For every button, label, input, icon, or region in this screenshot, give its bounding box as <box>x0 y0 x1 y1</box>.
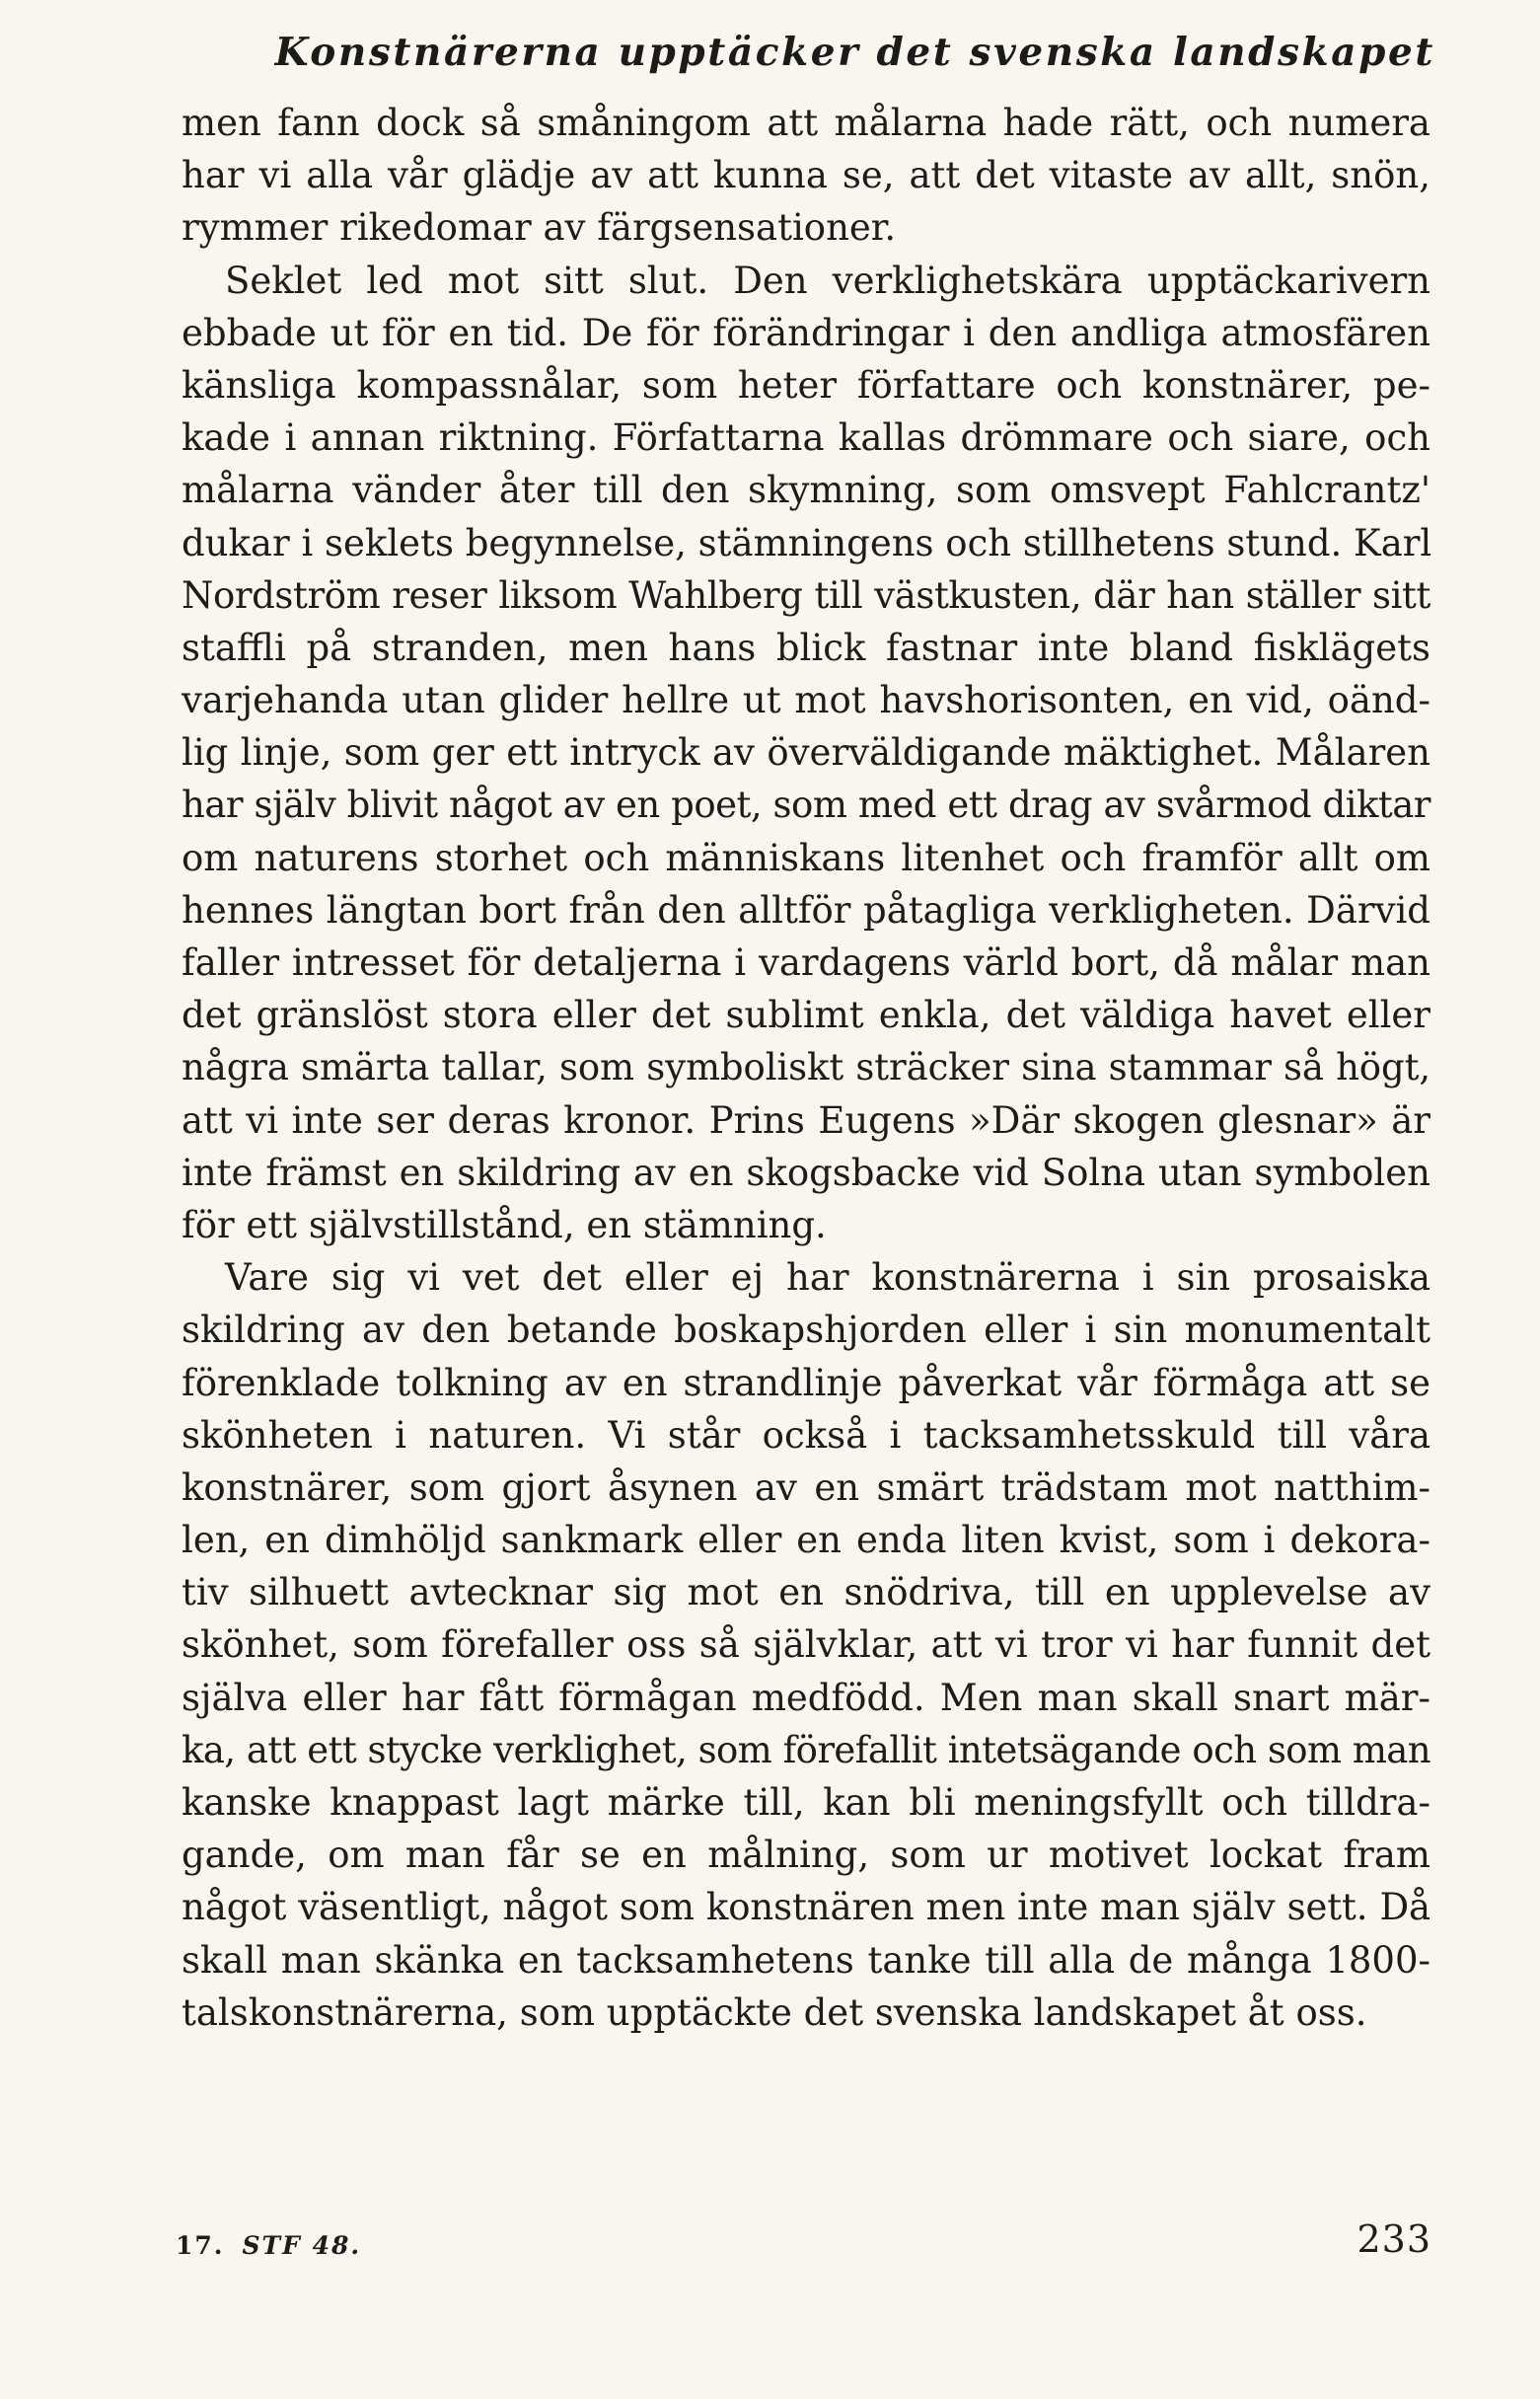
text-line: rymmer rikedomar av färgsensationer. <box>182 206 897 250</box>
paragraph <box>182 1251 1430 2039</box>
body-text <box>182 97 1430 2039</box>
text-line: varjehanda utan glider hellre ut mot havshorisonten, en vid, oänd- <box>182 679 1430 722</box>
text-line: Seklet led mot sitt slut. Den verklighetskära upptäckarivern <box>225 259 1430 302</box>
text-line: målarna vänder åter till den skymning, som omsvept Fahlcrantz' <box>182 469 1430 512</box>
text-line: det gränslöst stora eller det sublimt enkla, det väldiga havet eller <box>182 994 1430 1037</box>
text-line: för ett självstillstånd, en stämning. <box>182 1203 827 1246</box>
text-line: faller intresset för detaljerna i vardagens värld bort, då målar man <box>182 941 1430 984</box>
text-line: men fann dock så småningom att målarna hade rätt, och numera <box>182 102 1430 144</box>
text-line: gande, om man får se en målning, som ur motivet lockat fram <box>182 1834 1430 1877</box>
text-line: om naturens storhet och människans litenhet och framför allt om <box>182 836 1430 879</box>
text-line: Nordström reser liksom Wahlberg till västkusten, där han ställer sitt <box>182 573 1430 617</box>
text-line: själva eller har fått förmågan medfödd. Men man skall snart mär- <box>182 1676 1430 1719</box>
text-line: konstnärer, som gjort åsynen av en smärt trädstam mot natthim- <box>182 1465 1430 1509</box>
text-line: talskonstnärerna, som upptäckte det svenska landskapet åt oss. <box>182 1990 1367 2034</box>
text-line: inte främst en skildring av en skogsbacke vid Solna utan symbolen <box>182 1151 1430 1194</box>
text-line: har vi alla vår glädje av att kunna se, att det vitaste av allt, snön, <box>182 154 1430 197</box>
paragraph <box>182 255 1430 1252</box>
text-line: har själv blivit något av en poet, som med ett drag av svårmod diktar <box>182 784 1430 827</box>
text-line: lig linje, som ger ett intryck av överväldigande mäktighet. Målaren <box>182 731 1430 775</box>
text-line: att vi inte ser deras kronor. Prins Eugens »Där skogen glesnar» är <box>182 1098 1430 1142</box>
text-line: skildring av den betande boskapshjorden eller i sin monumentalt <box>182 1309 1430 1352</box>
text-line: hennes längtan bort från den alltför påtagliga verkligheten. Därvid <box>182 888 1430 932</box>
text-line: dukar i seklets begynnelse, stämningens och stillhetens stund. Karl <box>182 521 1432 564</box>
paragraph <box>182 97 1430 255</box>
text-line: kade i annan riktning. Författarna kallas drömmare och siare, och <box>182 416 1430 460</box>
text-line: känsliga kompassnålar, som heter författare och konstnärer, pe- <box>182 363 1430 407</box>
text-line: tiv silhuett avtecknar sig mot en snödriva, till en upplevelse av <box>182 1571 1430 1614</box>
text-line: något väsentligt, något som konstnären men inte man själv sett. Då <box>182 1886 1430 1929</box>
text-line: kanske knappast lagt märke till, kan bli meningsfyllt och tilldra- <box>182 1781 1430 1824</box>
running-head-title: Konstnärerna upptäcker det svenska landskapet <box>274 30 1435 75</box>
page-number: 233 <box>1357 2217 1431 2261</box>
signature-abbreviation: STF 48. <box>242 2231 362 2260</box>
text-line: ka, att ett stycke verklighet, som förefallit intetsägande och som man <box>182 1728 1430 1771</box>
text-line: skall man skänka en tacksamhetens tanke till alla de många 1800- <box>182 1938 1430 1982</box>
text-line: skönhet, som förefaller oss så självklar, att vi tror vi har funnit det <box>182 1623 1430 1667</box>
text-line: ebbade ut för en tid. De för förändringar i den andliga atmosfären <box>182 311 1430 354</box>
printer-signature <box>176 2231 361 2260</box>
signature-number: 17. <box>176 2231 225 2260</box>
text-line: staffli på stranden, men hans blick fastnar inte bland fisklägets <box>182 626 1430 669</box>
text-line: Vare sig vi vet det eller ej har konstnärerna i sin prosaiska <box>225 1256 1430 1300</box>
text-line: len, en dimhöljd sankmark eller en enda liten kvist, som i dekora- <box>182 1519 1430 1562</box>
text-line: förenklade tolkning av en strandlinje påverkat vår förmåga att se <box>182 1361 1430 1404</box>
text-line: skönheten i naturen. Vi står också i tacksamhetsskuld till våra <box>182 1413 1430 1457</box>
text-line: några smärta tallar, som symboliskt sträcker sina stammar så högt, <box>182 1046 1430 1089</box>
